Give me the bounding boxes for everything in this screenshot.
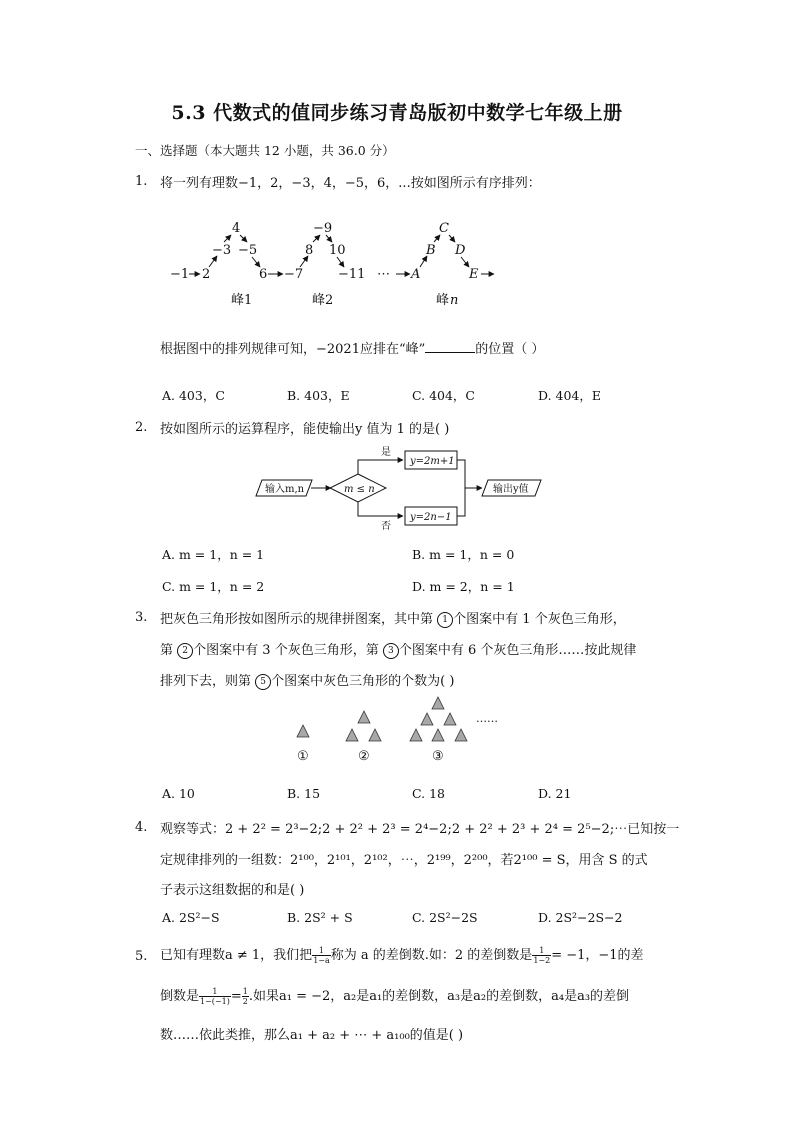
question-3-line-2: 第 2 个图案中有 3 个灰色三角形，第 3 个图案中有 6 个灰色三角形……按此规律 bbox=[160, 643, 637, 658]
fraction: $\frac{1}{1-(-1)}$ bbox=[200, 987, 230, 1006]
q1-option-a[interactable]: A. 403，C bbox=[162, 388, 225, 403]
question-3-triangle-figure bbox=[0, 693, 794, 768]
fig1-num: −9 bbox=[313, 221, 333, 236]
fraction: $\frac{1}{1-a}$ bbox=[313, 946, 330, 965]
q3-option-a[interactable]: A. 10 bbox=[162, 786, 195, 801]
page-title: 5.3 代数式的值同步练习青岛版初中数学七年级上册 bbox=[171, 102, 623, 124]
q2-option-b[interactable]: B. m = 1，n = 0 bbox=[412, 547, 515, 562]
question-1-number: 1. bbox=[135, 174, 148, 189]
question-5-line-2: 倒数是 $\frac{1}{1-(-1)}$ = $\frac{1}{2}$ .如果a₁ = −2，a₂是a₁的差倒数，a₃是a₂的差倒数，a₄是a₃的差倒 bbox=[160, 987, 630, 1006]
q3-option-c[interactable]: C. 18 bbox=[412, 786, 445, 801]
flow-yes: 是 bbox=[381, 447, 391, 458]
figure-label: ② bbox=[358, 749, 370, 764]
flow-input: 输入m,n bbox=[265, 484, 305, 495]
peak-label: n bbox=[450, 293, 459, 308]
fig1-letter: E bbox=[469, 267, 479, 282]
question-4-line-2: 定规律排列的一组数：2¹⁰⁰，2¹⁰¹，2¹⁰²，⋯，2¹⁹⁹，2²⁰⁰，若2¹⁰⁰ = S，用含 S 的式 bbox=[160, 853, 648, 868]
continuation-dots: …… bbox=[476, 712, 498, 725]
q1-option-d[interactable]: D. 404，E bbox=[538, 388, 602, 403]
circled-number: 1 bbox=[437, 612, 453, 628]
q4-option-c[interactable]: C. 2S²−2S bbox=[412, 910, 478, 925]
flow-condition: m ≤ n bbox=[344, 484, 375, 495]
fig1-letter: C bbox=[439, 221, 449, 236]
question-4-number: 4. bbox=[135, 820, 148, 835]
answer-blank[interactable] bbox=[425, 340, 475, 353]
fig1-num: −1 bbox=[170, 267, 190, 282]
q3-option-d[interactable]: D. 21 bbox=[538, 786, 572, 801]
q3-option-b[interactable]: B. 15 bbox=[287, 786, 321, 801]
fig1-letter: A bbox=[411, 267, 421, 282]
question-4-line-1: 观察等式：2 + 2² = 2³−2;2 + 2² + 2³ = 2⁴−2;2 + 2² + 2³ + 2⁴ = 2⁵−2;⋯已知按一 bbox=[160, 822, 680, 837]
section-heading: 一、选择题（本大题共 12 小题，共 36.0 分） bbox=[135, 143, 395, 158]
fraction: $\frac{1}{1-2}$ bbox=[533, 946, 551, 965]
question-1-figure bbox=[0, 212, 794, 332]
fig1-num: 4 bbox=[232, 221, 241, 236]
fig1-num: −11 bbox=[338, 267, 366, 282]
fig1-num: 10 bbox=[329, 243, 346, 258]
question-5-line-3: 数……依此类推，那么a₁ + a₂ + ⋯ + a₁₀₀的值是( ) bbox=[160, 1028, 464, 1043]
q1-option-b[interactable]: B. 403，E bbox=[287, 388, 350, 403]
flow-output: 输出y值 bbox=[493, 484, 529, 495]
fig1-num: 8 bbox=[305, 243, 314, 258]
q1-option-c[interactable]: C. 404，C bbox=[412, 388, 475, 403]
question-5-line-1: 已知有理数a ≠ 1，我们把 $\frac{1}{1-a}$ 称为 a 的差倒数.如：2 的差倒数是 $\frac{1}{1-2}$ = −1，−1的差 bbox=[160, 946, 644, 965]
flow-no-formula: y=2n−1 bbox=[410, 512, 452, 523]
question-4-line-3: 子表示这组数据的和是( ) bbox=[160, 883, 305, 898]
flow-no: 否 bbox=[381, 521, 391, 532]
q2-option-d[interactable]: D. m = 2，n = 1 bbox=[412, 579, 515, 594]
peak-label: 峰2 bbox=[312, 293, 334, 308]
question-3-line-1: 把灰色三角形按如图所示的规律拼图案，其中第 1 个图案中有 1 个灰色三角形， bbox=[160, 612, 626, 627]
question-2-flowchart bbox=[0, 442, 794, 532]
q2-option-a[interactable]: A. m = 1，n = 1 bbox=[162, 547, 265, 562]
fig1-num: ⋯ bbox=[377, 267, 390, 282]
fig1-num: 6 bbox=[259, 267, 268, 282]
fraction: $\frac{1}{2}$ bbox=[242, 987, 248, 1006]
question-3-number: 3. bbox=[135, 610, 148, 625]
fig1-letter: D bbox=[455, 243, 466, 258]
circled-number: 5 bbox=[255, 674, 271, 690]
q4-option-a[interactable]: A. 2S²−S bbox=[162, 910, 220, 925]
circled-number: 2 bbox=[177, 643, 193, 659]
question-5-number: 5. bbox=[135, 949, 148, 964]
q2-option-c[interactable]: C. m = 1，n = 2 bbox=[162, 579, 265, 594]
q4-option-d[interactable]: D. 2S²−2S−2 bbox=[538, 910, 623, 925]
question-2-text: 按如图所示的运算程序，能使输出y 值为 1 的是( ) bbox=[160, 422, 450, 437]
question-1-stem: 根据图中的排列规律可知，−2021应排在“峰” 的位置（ ） bbox=[160, 342, 545, 357]
fig1-letter: B bbox=[426, 243, 436, 258]
peak-label: 峰1 bbox=[231, 293, 253, 308]
fig1-num: −7 bbox=[284, 267, 304, 282]
circled-number: 3 bbox=[383, 643, 399, 659]
question-2-number: 2. bbox=[135, 420, 148, 435]
figure-label: ① bbox=[297, 749, 309, 764]
figure-label: ③ bbox=[432, 749, 444, 764]
flow-yes-formula: y=2m+1 bbox=[410, 456, 455, 467]
fig1-num: −3 bbox=[212, 243, 232, 258]
question-1-text: 将一列有理数−1，2，−3，4，−5，6，...按如图所示有序排列： bbox=[160, 176, 541, 191]
peak-label: 峰 bbox=[436, 293, 450, 308]
fig1-num: −5 bbox=[238, 243, 258, 258]
fig1-num: 2 bbox=[202, 267, 211, 282]
q4-option-b[interactable]: B. 2S² + S bbox=[287, 910, 353, 925]
question-3-line-3: 排列下去，则第 5 个图案中灰色三角形的个数为( ) bbox=[160, 674, 455, 689]
